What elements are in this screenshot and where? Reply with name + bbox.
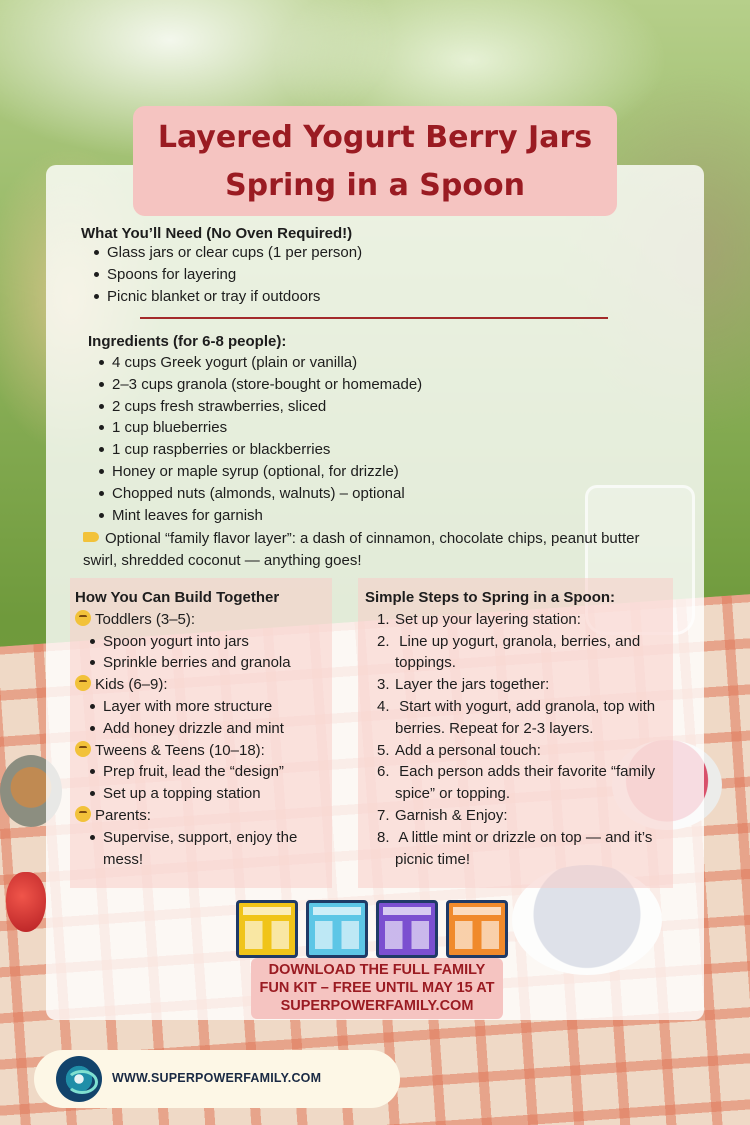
ingredient-item: 1 cup raspberries or blackberries	[94, 439, 668, 461]
child-icon	[75, 675, 91, 691]
needs-heading: What You’ll Need (No Oven Required!)	[81, 225, 353, 242]
download-line-2: FUN KIT – FREE UNTIL MAY 15 AT	[259, 980, 495, 996]
flavor-note	[83, 528, 673, 572]
steps-heading: Simple Steps to Spring in a Spoon:	[365, 589, 616, 606]
ingredient-item: Mint leaves for garnish	[94, 505, 668, 527]
page-title	[133, 106, 617, 216]
teens-list	[85, 761, 332, 805]
ingredient-item: 1 cup blueberries	[94, 417, 668, 439]
ingredients-heading: Ingredients (for 6-8 people):	[88, 333, 287, 350]
download-line-1: DOWNLOAD THE FULL FAMILY	[268, 962, 486, 978]
needs-item: Spoons for layering	[89, 264, 641, 286]
task-item: Supervise, support, enjoy the mess!	[85, 827, 315, 871]
steps-box	[358, 578, 673, 888]
teens-label: Tweens & Teens (10–18):	[75, 740, 332, 762]
teen-icon	[75, 741, 91, 757]
fun-kit-previews[interactable]	[234, 900, 514, 962]
download-line-3[interactable]: SUPERPOWERFAMILY.COM	[280, 998, 474, 1014]
needs-item: Glass jars or clear cups (1 per person)	[89, 242, 641, 264]
task-item: Prep fruit, lead the “design”	[85, 761, 332, 783]
ingredient-item: 2–3 cups granola (store-bought or homemade)	[94, 374, 668, 396]
ingredient-item: 4 cups Greek yogurt (plain or vanilla)	[94, 352, 668, 374]
title-line-2: Spring in a Spoon	[213, 162, 537, 210]
step-item: 3. Layer the jars together:	[377, 676, 550, 694]
ingredient-item: Honey or maple syrup (optional, for drizzle)	[94, 461, 668, 483]
baby-icon	[75, 610, 91, 626]
parents-list	[85, 827, 315, 871]
checklist-icon[interactable]	[446, 900, 508, 958]
ingredients-section	[88, 333, 668, 526]
ingredients-list	[94, 352, 668, 526]
task-item: Set up a topping station	[85, 783, 332, 805]
bingo-card-icon[interactable]	[236, 900, 298, 958]
flavor-note-text: Optional “family flavor layer”: a dash of cinnamon, chocolate chips, peanut butter swirl, shredded coconut — anything goes!	[83, 530, 640, 569]
task-item: Sprinkle berries and granola	[85, 652, 332, 674]
task-item: Add honey drizzle and mint	[85, 718, 332, 740]
task-item: Spoon yogurt into jars	[85, 631, 332, 653]
activity-sheet-icon[interactable]	[306, 900, 368, 958]
step-item: 5. Add a personal touch:	[377, 741, 541, 759]
superpower-family-logo	[56, 1056, 102, 1102]
step-item: 2. Line up yogurt, granola, berries, and toppings.	[377, 632, 641, 672]
time-machine-icon[interactable]	[376, 900, 438, 958]
toddlers-label: Toddlers (3–5):	[75, 609, 332, 631]
footer-bar	[34, 1050, 400, 1108]
title-line-1: Layered Yogurt Berry Jars	[157, 120, 593, 155]
toddlers-list	[85, 631, 332, 675]
task-item: Layer with more structure	[85, 696, 332, 718]
step-item: 6. Each person adds their favorite “family spice” or topping.	[377, 763, 656, 803]
strawberry	[6, 872, 46, 932]
download-banner[interactable]	[251, 958, 503, 1019]
step-item: 8. A little mint or drizzle on top — and it’s picnic time!	[377, 828, 653, 868]
section-divider	[140, 317, 608, 319]
steps-list	[377, 609, 667, 871]
needs-list	[89, 242, 641, 307]
needs-section	[81, 225, 641, 307]
step-item: 1. Set up your layering station:	[377, 610, 581, 628]
pointing-hand-icon	[83, 532, 99, 542]
step-item: 7. Garnish & Enjoy:	[377, 806, 508, 824]
recipe-card	[46, 165, 704, 1020]
parents-label: Parents:	[75, 805, 332, 827]
build-together-box	[70, 578, 332, 888]
website-link[interactable]: WWW.SUPERPOWERFAMILY.COM	[112, 1071, 322, 1085]
build-heading: How You Can Build Together	[75, 589, 280, 606]
ingredient-item: Chopped nuts (almonds, walnuts) – optional	[94, 483, 668, 505]
step-item: 4. Start with yogurt, add granola, top with berries. Repeat for 2-3 layers.	[377, 697, 656, 737]
needs-item: Picnic blanket or tray if outdoors	[89, 286, 641, 308]
ingredient-item: 2 cups fresh strawberries, sliced	[94, 396, 668, 418]
adult-icon	[75, 806, 91, 822]
kids-list	[85, 696, 332, 740]
kids-label: Kids (6–9):	[75, 674, 332, 696]
